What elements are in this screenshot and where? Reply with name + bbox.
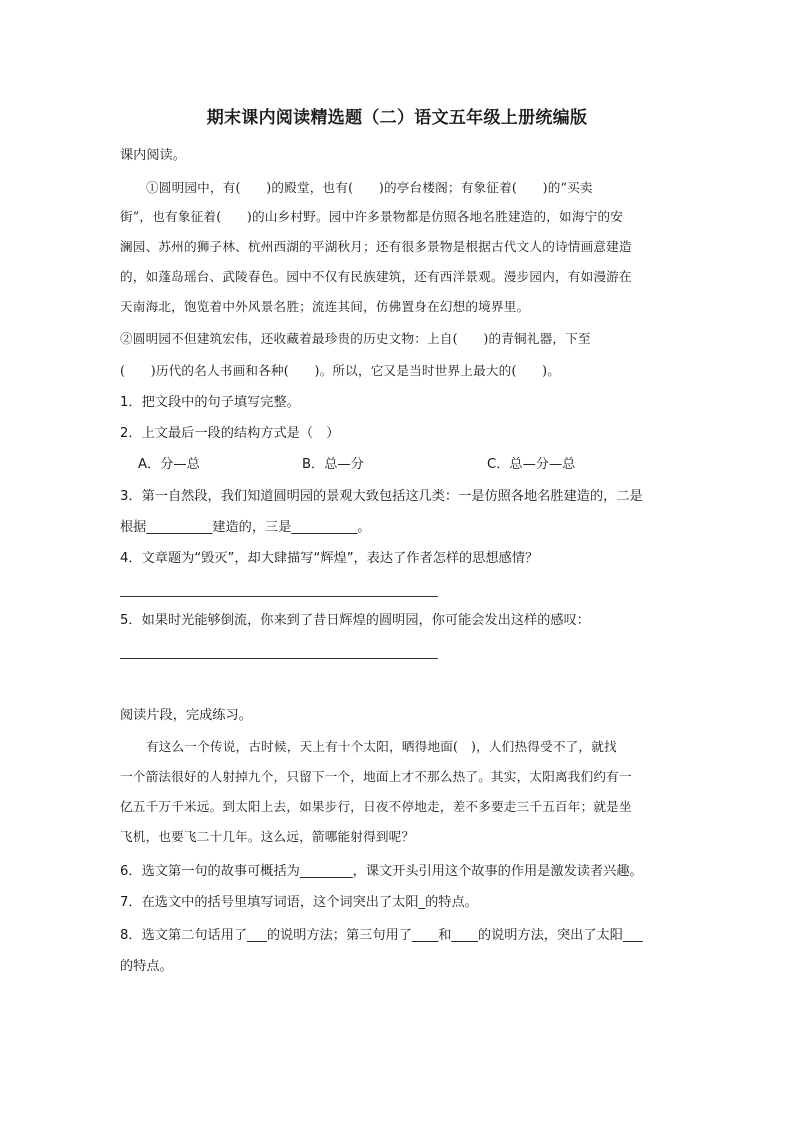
question-5: 5．如果时光能够倒流，你来到了昔日辉煌的圆明园，你可能会发出这样的感叹： (120, 613, 590, 628)
passage2-line: 亿五千万千米远。到太阳上去，如果步行，日夜不停地走，差不多要走三千五百年；就是坐 (120, 799, 632, 814)
passage1-line: 天南海北，饱览着中外风景名胜；流连其间，仿佛置身在幻想的境界里。 (120, 299, 530, 314)
answer-line-4[interactable] (120, 596, 438, 597)
question-3-blanks[interactable]: 根据__________建造的，三是__________。 (120, 520, 371, 535)
question-2: 2．上文最后一段的结构方式是（ ） (120, 426, 340, 441)
passage1-line: ( )历代的名人书画和各种( )。所以，它又是当时世界上最大的( )。 (120, 363, 561, 378)
passage2-line: 飞机，也要飞二十几年。这么远，箭哪能射得到呢？ (120, 829, 415, 844)
passage2-line: 有这么一个传说，古时候，天上有十个太阳，晒得地面( )，人们热得受不了，就找 (146, 739, 617, 754)
passage2-line: 一个箭法很好的人射掉九个，只留下一个，地面上才不那么热了。其实，太阳离我们约有一 (120, 769, 632, 784)
option-a[interactable]: A．分—总 (138, 457, 200, 472)
passage1-line: ②圆明园不但建筑宏伟，还收藏着最珍贵的历史文物：上自( )的青铜礼器，下至 (120, 331, 591, 346)
passage1-line: 澜园、苏州的狮子林、杭州西湖的平湖秋月；还有很多景物是根据古代文人的诗情画意建造 (120, 239, 632, 254)
question-7: 7．在选文中的括号里填写词语，这个词突出了太阳_的特点。 (120, 895, 478, 910)
page-title: 期末课内阅读精选题（二）语文五年级上册统编版 (206, 108, 588, 128)
passage1-line: 的，如蓬岛瑶台、武陵春色。园中不仅有民族建筑，还有西洋景观。漫步园内，有如漫游在 (120, 269, 632, 284)
section1-heading: 课内阅读。 (120, 148, 186, 163)
question-8-continued: 的特点。 (120, 959, 173, 974)
question-1: 1．把文段中的句子填写完整。 (120, 395, 300, 410)
answer-line-5[interactable] (120, 658, 438, 659)
section2-heading: 阅读片段，完成练习。 (120, 708, 252, 723)
option-b[interactable]: B．总—分 (302, 457, 364, 472)
passage1-line: ①圆明园中，有( )的殿堂，也有( )的亭台楼阁；有象征着( )的“买卖 (146, 180, 593, 195)
question-8: 8．选文第二句话用了___的说明方法；第三句用了____和____的说明方法，突出了太阳___ (120, 928, 643, 943)
question-6: 6．选文第一句的故事可概括为________，课文开头引用这个故事的作用是激发读者兴趣。 (120, 864, 643, 879)
passage1-line: 街”，也有象征着( )的山乡村野。园中许多景物都是仿照各地名胜建造的，如海宁的安 (120, 209, 624, 224)
option-c[interactable]: C．总—分—总 (487, 457, 576, 472)
question-4: 4．文章题为“毁灭”，却大肆描写“辉煌”，表达了作者怎样的思想感情？ (120, 551, 539, 566)
question-3: 3．第一自然段，我们知道圆明园的景观大致包括这几类：一是仿照各地名胜建造的，二是 (120, 489, 643, 504)
